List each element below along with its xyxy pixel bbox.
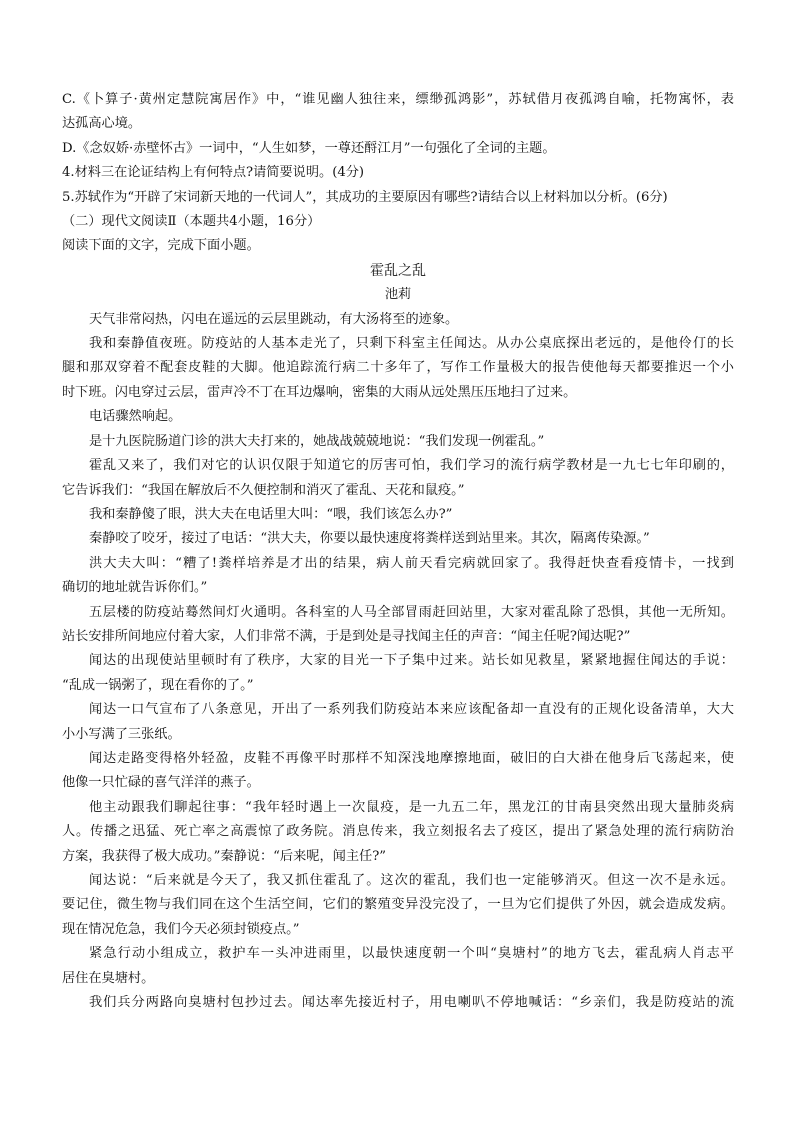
text-line-p14-3: 现在情况危急，我们今天必须封锁疫点。” (62, 921, 300, 937)
text-line-p13-3: 方案，我获得了极大成功。”秦静说：“后来呢，闻主任?” (62, 848, 387, 864)
text-line-story-title: 霍乱之乱 (370, 262, 426, 279)
text-line-q4c-2: 达孤高心境。 (62, 116, 142, 132)
text-line-instruction: 阅读下面的文字，完成下面小题。 (62, 238, 260, 254)
text-line-p12-2: 他像一只忙碌的喜气洋洋的燕子。 (62, 775, 260, 791)
text-line-p11-1: 闻达一口气宣布了八条意见，开出了一系列我们防疫站本来应该配备却一直没有的正规化设备清单，大大 (89, 702, 734, 718)
text-line-q5: 5.苏轼作为“开辟了宋词新天地的一代词人”，其成功的主要原因有哪些?请结合以上材料加以分析。(6分) (62, 189, 668, 205)
text-line-p3-1: 电话骤然响起。 (89, 409, 182, 425)
text-line-q4: 4.材料三在论证结构上有何特点?请简要说明。(4分) (62, 165, 365, 181)
text-line-p14-1: 闻达说：“后来就是今天了，我又抓住霍乱了。这次的霍乱，我们也一定能够消灭。但这一次不是永远。 (89, 873, 734, 888)
text-line-p14-2: 要记住，微生物与我们同在这个生活空间，它们的繁殖变异没完没了，一旦为它们提供了外因，就会造成发病。 (62, 897, 734, 913)
text-line-p11-2: 小小写满了三张纸。 (62, 726, 181, 742)
text-line-p4-1: 是十九医院肠道门诊的洪大夫打来的，她战战兢兢地说：“我们发现一例霍乱。” (89, 433, 545, 449)
text-line-p1-1: 天气非常闷热，闪电在遥远的云层里跳动，有大汤将至的迹象。 (89, 311, 459, 327)
text-line-section: （二）现代文阅读Ⅱ（本题共4小题，16分） (62, 214, 321, 230)
text-line-p15-2: 居住在臭塘村。 (62, 970, 155, 986)
text-line-p13-2: 人。传播之迅猛、死亡率之高震惊了政务院。消息传来，我立刻报名去了疫区，提出了紧急处理的流行病防治 (62, 824, 734, 840)
text-line-q4d: D.《念奴娇·赤壁怀古》一词中，“人生如梦，一尊还酹江月”一句强化了全词的主题。 (62, 140, 556, 156)
text-line-p5-2: 它告诉我们：“我国在解放后不久便控制和消灭了霍乱、天花和鼠疫。” (62, 482, 465, 498)
text-line-p2-2: 腿和那双穿着不配套皮鞋的大脚。他追踪流行病二十多年了，写作工作量极大的报告使他每天都要推迟一个小 (62, 360, 734, 376)
text-line-p6-1: 我和秦静傻了眼，洪大夫在电话里大叫：“喂，我们该怎么办?” (89, 506, 453, 522)
text-line-p13-1: 他主动跟我们聊起往事：“我年轻时遇上一次鼠疫，是一九五二年，黑龙江的甘南县突然出现大量肺炎病 (89, 799, 734, 815)
text-line-p8-2: 确切的地址就告诉你们。” (62, 580, 208, 596)
text-line-p5-1: 霍乱又来了，我们对它的认识仅限于知道它的厉害可怕，我们学习的流行病学教材是一九七七年印刷的， (89, 458, 734, 474)
text-line-p2-1: 我和秦静值夜班。防疫站的人基本走光了，只剩下科室主任闻达。从办公桌底探出老远的，是他伶仃的长 (89, 336, 734, 352)
text-line-p15-1: 紧急行动小组成立，救护车一头冲进雨里，以最快速度朝一个叫“臭塘村”的地方飞去，霍乱病人肖志平 (89, 946, 734, 962)
text-line-p10-2: “乱成一锅粥了，现在看你的了。” (62, 677, 254, 693)
text-line-p8-1: 洪大夫大叫：“糟了!粪样培养是才出的结果，病人前天看完病就回家了。我得赶快查看疫情卡，一找到 (89, 555, 734, 571)
text-line-p2-3: 时下班。闪电穿过云层，雷声冷不丁在耳边爆响，密集的大雨从远处黑压压地扫了过来。 (62, 384, 577, 400)
text-line-p12-1: 闻达走路变得格外轻盈，皮鞋不再像平时那样不知深浅地摩擦地面，破旧的白大褂在他身后飞荡起来，使 (89, 750, 734, 766)
text-line-p16-1: 我们兵分两路向臭塘村包抄过去。闻达率先接近村子，用电喇叭不停地喊话：“乡亲们，我是防疫站的流 (89, 995, 734, 1011)
text-line-p9-2: 站长安排所间地应付着大家，人们非常不满，于是到处是寻找闻主任的声音：“闻主任呢?闻达呢?” (62, 628, 631, 644)
text-line-p9-1: 五层楼的防疫站蓦然间灯火通明。各科室的人马全部冒雨赶回站里，大家对霍乱除了恐惧，其他一无所知。 (89, 604, 734, 620)
text-line-q4c-1: C.《卜算子·黄州定慧院寓居作》中，“谁见幽人独往来，缥缈孤鸿影”，苏轼借月夜孤鸿自喻，托物寓怀，表 (62, 92, 734, 107)
text-line-p10-1: 闻达的出现使站里顿时有了秩序，大家的目光一下子集中过来。站长如见救星，紧紧地握住闻达的手说： (89, 653, 734, 669)
text-line-story-author: 池莉 (384, 287, 412, 303)
text-line-p7-1: 秦静咬了咬牙，接过了电话：“洪大夫，你要以最快速度将粪样送到站里来。其次，隔离传染源。” (89, 531, 650, 547)
